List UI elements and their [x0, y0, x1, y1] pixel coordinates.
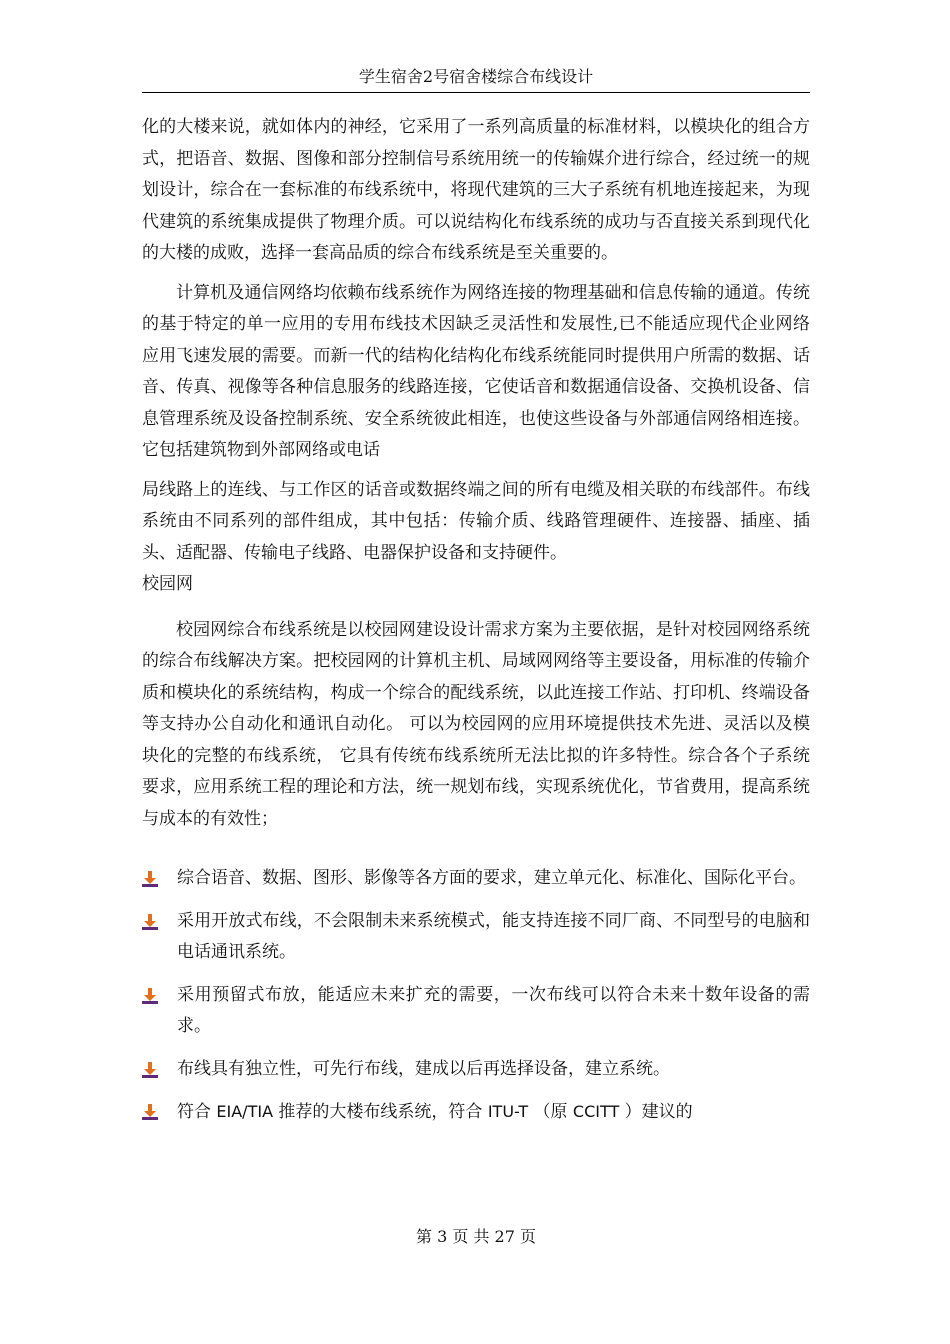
page-header: 学生宿舍2号宿舍楼综合布线设计	[142, 66, 810, 93]
document-body	[142, 112, 810, 1140]
list-item-text: 布线具有独立性，可先行布线，建成以后再选择设备，建立系统。	[177, 1058, 670, 1079]
list-item-text: 采用预留式布放，能适应未来扩充的需要，一次布线可以符合未来十数年设备的需求。	[177, 984, 810, 1036]
feature-list	[142, 863, 810, 1129]
arrow-bullet-icon	[142, 1104, 158, 1120]
arrow-bullet-icon	[142, 988, 158, 1004]
paragraph-intro: 化的大楼来说，就如体内的神经，它采用了一系列高质量的标准材料，以模块化的组合方式，把语音、数据、图像和部分控制信号系统用统一的传输媒介进行综合，经过统一的规划设计，综合在一套标准的布线系统中，将现代建筑的三大子系统有机地连接起来，为现代建筑的系统集成提供了物理介质。可以说结构化布线系统的成功与否直接关系到现代化的大楼的成败，选择一套高品质的综合布线系统是至关重要的。	[142, 117, 810, 263]
list-item-text: 符合 EIA/TIA 推荐的大楼布线系统，符合 ITU-T （原 CCITT ）建议的	[177, 1102, 693, 1122]
list-item	[142, 980, 810, 1043]
list-item-text: 采用开放式布线，不会限制未来系统模式，能支持连接不同厂商、不同型号的电脑和电话通讯系统。	[177, 910, 810, 962]
paragraph-campus: 校园网综合布线系统是以校园网建设设计需求方案为主要依据，是针对校园网络系统的综合布线解决方案。把校园网的计算机主机、局域网网络等主要设备，用标准的传输介质和模块化的系统结构，构成一个综合的配线系统，以此连接工作站、打印机、终端设备等支持办公自动化和通讯自动化。 可以为校园网的应用环境提供技术先进、灵活以及模块化的完整的布线系统， 它具有传统布线系统所无法比拟的许多特性。综合各个子系统要求，应用系统工程的理论和方法，统一规划布线，实现系统优化，节省费用，提高系统与成本的有效性；	[142, 619, 810, 829]
list-item	[142, 1096, 810, 1129]
paragraph-network-cabling: 计算机及通信网络均依赖布线系统作为网络连接的物理基础和信息传输的通道。传统的基于特定的单一应用的专用布线技术因缺乏灵活性和发展性,已不能适应现代企业网络应用飞速发展的需要。而新一代的结构化结构化布线系统能同时提供用户所需的数据、话音、传真、视像等各种信息服务的线路连接，它使话音和数据通信设备、交换机设备、信息管理系统及设备控制系统、安全系统彼此相连，也使这些设备与外部通信网络相连接。它包括建筑物到外部网络或电话	[142, 282, 810, 460]
section-heading-campus: 校园网	[142, 574, 193, 594]
list-item	[142, 906, 810, 969]
page-footer: 第 3 页 共 27 页	[416, 1227, 536, 1246]
list-item-text: 综合语音、数据、图形、影像等各方面的要求，建立单元化、标准化、国际化平台。	[177, 868, 806, 888]
arrow-bullet-icon	[142, 914, 158, 930]
arrow-bullet-icon	[142, 871, 158, 887]
arrow-bullet-icon	[142, 1062, 158, 1078]
list-item	[142, 863, 810, 895]
paragraph-network-cabling-cont: 局线路上的连线、与工作区的话音或数据终端之间的所有电缆及相关联的布线部件。布线系统由不同系列的部件组成，其中包括：传输介质、线路管理硬件、连接器、插座、插头、适配器、传输电子线路、电器保护设备和支持硬件。	[142, 479, 810, 563]
list-item	[142, 1054, 810, 1086]
